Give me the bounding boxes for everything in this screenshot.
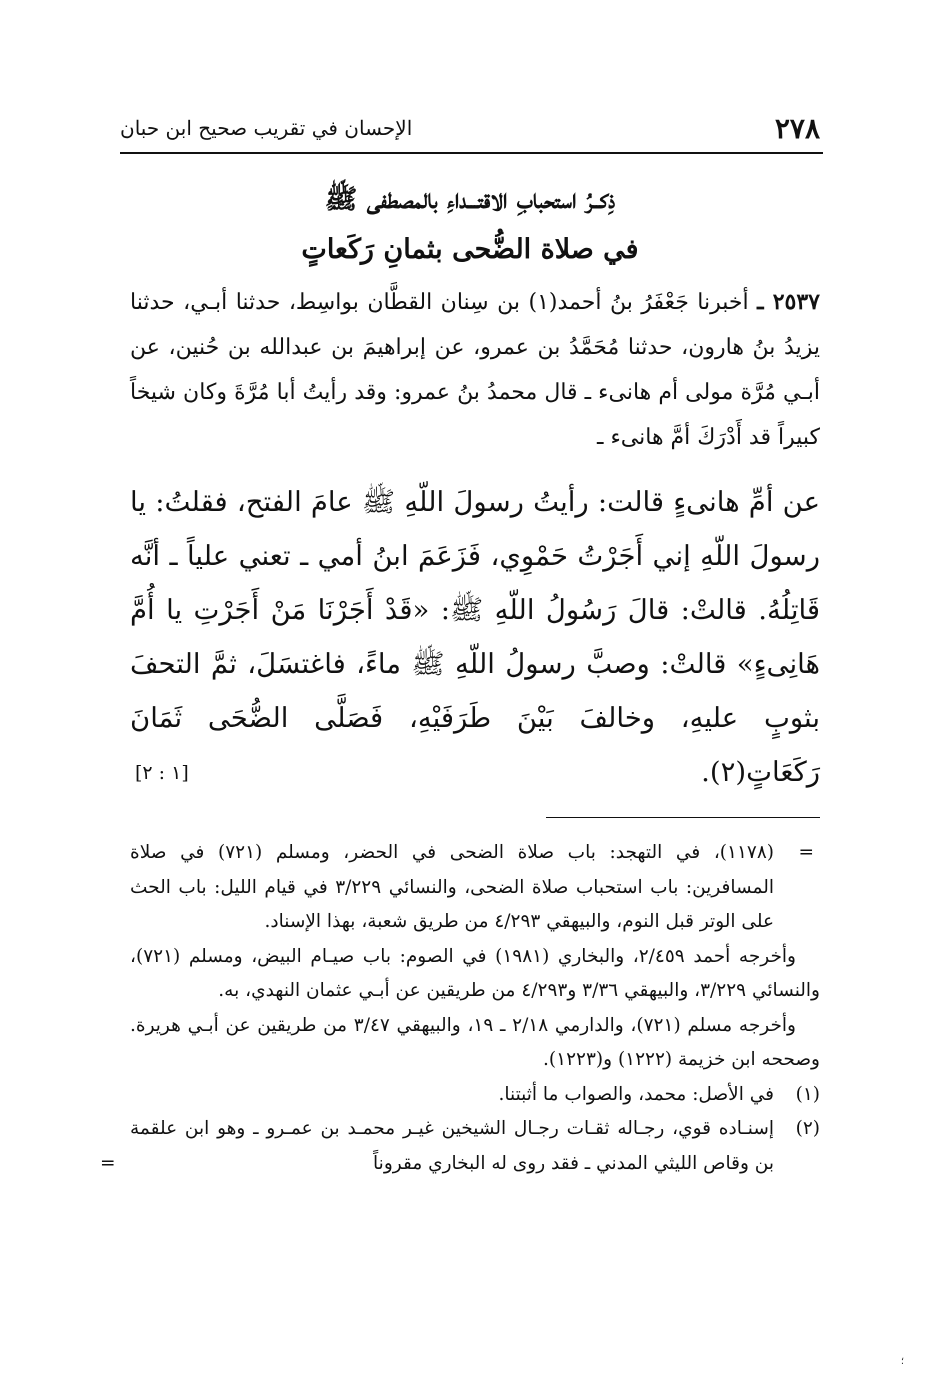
hadith-matn: عن أمِّ هانىءٍ قالت: رأيتُ رسولَ اللّهِ ﷺ عامَ الفتح، فقلتُ: يا رسولَ اللّهِ إني أَجَرْتُ حَمْوِي، فَزَعَمَ ابنُ أمي ـ تعني علياً ـ أنَّه قَاتِلُهُ. قالتْ: قالَ رَسُولُ اللّهِ ﷺ: «قَدْ أَجَرْنَا مَنْ أَجَرْتِ يا أُمَّ هَانِىءٍ» قالتْ: وصبَّ رسولُ اللّهِ ﷺ ماءً، فاغتسَلَ، ثمَّ التحفَ بثوبٍ عليهِ، وخالفَ بَيْنَ طَرَفَيْهِ، فَصَلَّى الضُّحَى ثَمَانَ رَكَعَاتٍ(٢). <box>130 486 820 788</box>
hadith-isnad: أخبرنا جَعْفَرُ بنُ أحمد(١) بن سِنان القطَّان بواسِط، حدثنا أبـي، حدثنا يزيدُ بنُ هارون، حدثنا مُحَمَّدُ بن عمرو، عن إبراهيمَ بن عبدالله بن حُنين، عن أبـي مُرَّة مولى أم هانىء ـ قال محمدُ بنُ عمرو: وقد رأيتُ أبا مُرَّةَ وكان شيخاً كبيراً قد أَدْرَكَ أمَّ هانىء ـ <box>130 290 820 450</box>
footnote-1-text: في الأصل: محمد، والصواب ما أثبتنا. <box>498 1083 774 1105</box>
page-corner-mark: ؛ <box>900 1356 904 1367</box>
trailing-continuation-marker: = <box>100 1152 116 1174</box>
footnote-1 <box>130 1078 820 1113</box>
footnote-2 <box>100 1112 820 1181</box>
continuation-marker: = <box>798 842 814 863</box>
chapter-title-line-1: ذِكــرُ استحبابِ الاقتـــداءِ بالمصطفى ﷺ <box>324 184 616 215</box>
chapter-title-line-2: في صلاة الضُّحى بثمانِ رَكَعاتٍ <box>301 234 639 265</box>
header-rule <box>120 152 823 154</box>
footnote-paragraph-2: وأخرجه أحمد ٢/٤٥٩، والبخاري (١٩٨١) في الصوم: باب صيـام البيض، ومسلم (٧٢١)، والنسائي ٣/٢٢٩، والبيهقي ٣/٣٦ و٤/٢٩٣ من طريقين عن أبـي عثمان النهدي، به. <box>130 945 820 1001</box>
footnote-continuation-text: (١١٧٨)، في التهجد: باب صلاة الضحى في الحضر، ومسلم (٧٢١) في صلاة المسافرين: باب استحباب صلاة الضحى، والنسائي ٣/٢٢٩ في قيام الليل: باب الحث على الوتر قبل النوم، والبيهقي ٤/٢٩٣ من طريق شعبة، بهذا الإسناد. <box>130 842 774 932</box>
running-title: الإحسان في تقريب صحيح ابن حبان <box>120 116 413 140</box>
footnote-continuation <box>130 836 820 940</box>
footnote-2-text: إسنـاده قوي، رجـاله ثقـات رجـال الشيخين غيـر محمـد بن عمـرو ـ وهو ابن علقمة بن وقاص الليثي المدني ـ فقد روى له البخاري مقروناً <box>130 1118 774 1174</box>
chapter-heading <box>140 175 800 275</box>
hadith-isnad-paragraph <box>130 280 820 460</box>
page-number: ٢٧٨ <box>774 112 820 145</box>
footnote-2-number: (٢) <box>795 1118 820 1139</box>
footnotes-section <box>100 836 820 1181</box>
page-header <box>120 106 820 150</box>
hadith-number: ٢٥٣٧ ـ <box>757 289 820 315</box>
footnote-separator <box>546 817 820 818</box>
footnote-paragraph-3: وأخرجه مسلم (٧٢١)، والدارمي ٢/١٨ ـ ١٩، والبيهقي ٣/٤٧ من طريقين عن أبـي هريرة. وصححه ابن خزيمة (١٢٢٢) و(١٢٢٣). <box>130 1014 820 1070</box>
hadith-reference: [١ : ٢] <box>135 762 189 784</box>
footnote-1-number: (١) <box>795 1083 820 1105</box>
